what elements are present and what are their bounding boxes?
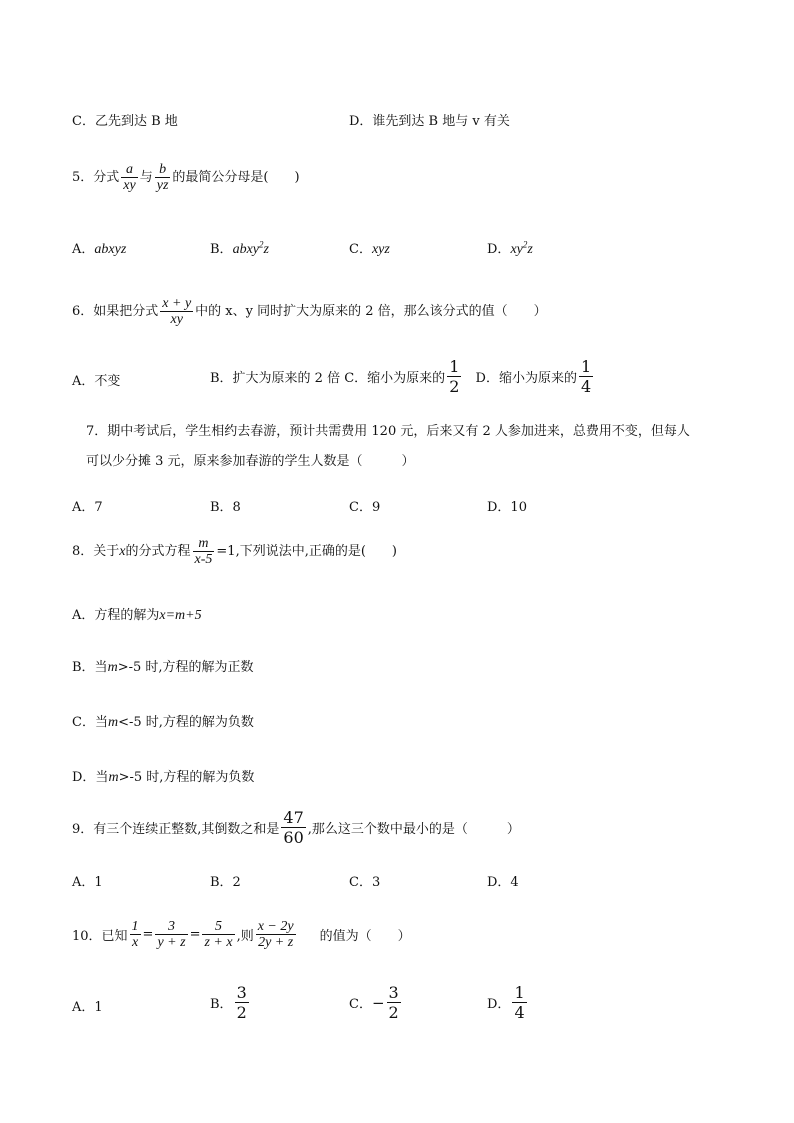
q5-f2-num: b <box>155 162 171 178</box>
q5-option-a <box>72 238 126 258</box>
q5-fraction-2 <box>155 162 171 193</box>
q8-prefix: 8．关于 <box>72 544 120 559</box>
q8-suffix: =1,下列说法中,正确的是( ) <box>216 544 397 559</box>
q10-eq-2: = <box>189 927 201 942</box>
q8-c-text: <-5 时,方程的解为负数 <box>118 715 254 730</box>
q8-var: x <box>119 544 126 559</box>
q5-fraction-1 <box>121 162 137 193</box>
q10-suffix: 的值为（ ） <box>319 929 411 944</box>
q8-a-label: A．方程的解为 <box>72 608 160 623</box>
q5-b-sup: 2 <box>259 239 264 250</box>
q6-c-fraction <box>447 357 461 396</box>
q7-option-d: D．10 <box>487 500 527 515</box>
q10-option-a: A．1 <box>72 1000 103 1015</box>
q8-d-text: >-5 时,方程的解为负数 <box>118 770 255 785</box>
q6-f-den: xy <box>170 312 183 327</box>
q8-c-var: m <box>107 715 119 730</box>
q9-suffix: ,那么这三个数中最小的是（ ） <box>307 822 520 837</box>
q8-d-var: m <box>108 770 119 785</box>
q10-prefix: 10．已知 <box>72 929 128 944</box>
q7-line-2: 可以少分摊 3 元，原来参加春游的学生人数是（ ） <box>86 454 415 469</box>
q9-f-num: 47 <box>283 808 304 827</box>
q10-f4-den: 2y + z <box>258 935 294 950</box>
q6-f-num: x + y <box>162 296 192 311</box>
q10-option-b <box>210 983 251 1022</box>
q8-b-var: m <box>107 660 118 675</box>
q7-option-a: A．7 <box>72 500 103 515</box>
q10-c-fraction <box>387 983 401 1022</box>
q5-stem <box>72 162 300 193</box>
q10-b-fraction <box>235 983 249 1022</box>
q5-b-value: abxy <box>232 242 259 257</box>
q6-d-fraction <box>579 357 593 396</box>
q6-prefix: 6．如果把分式 <box>72 304 159 319</box>
q10-f2-den: y + z <box>157 935 186 950</box>
q7-option-c: C．9 <box>349 500 381 515</box>
q5-a-label: A． <box>72 242 95 257</box>
q8-b-label: B．当 <box>72 660 108 675</box>
q10-d-den: 4 <box>514 1003 525 1022</box>
q8-option-c <box>72 711 254 731</box>
q6-d-den: 4 <box>580 377 592 396</box>
q10-option-c <box>349 983 403 1022</box>
q10-d-fraction <box>512 983 526 1022</box>
q9-option-d: D．4 <box>487 875 519 890</box>
q10-fraction-4 <box>256 919 296 950</box>
q10-b-num: 3 <box>236 983 247 1002</box>
q5-option-d <box>487 238 533 258</box>
q5-d-sup: 2 <box>522 239 528 250</box>
q7-option-b: B．8 <box>210 500 241 515</box>
q5-c-value: xyz <box>371 242 390 257</box>
q6-stem <box>72 296 547 327</box>
q9-option-c: C．3 <box>349 875 381 890</box>
q10-d-num: 1 <box>514 983 525 1002</box>
q6-c-den: 2 <box>449 377 460 396</box>
q5-d-label: D． <box>487 242 511 257</box>
q6-fraction <box>160 296 193 327</box>
q8-b-text: >-5 时,方程的解为正数 <box>117 660 254 675</box>
q10-eq-1: = <box>142 927 154 942</box>
q10-fraction-3 <box>202 919 234 950</box>
q10-b-den: 2 <box>236 1003 247 1022</box>
q6-option-d: D．缩小为原来的 <box>475 371 577 386</box>
q8-f-den: x-5 <box>194 552 213 567</box>
q8-option-b <box>72 656 254 676</box>
q7-line-1: 7．期中考试后，学生相约去春游，预计共需费用 120 元，后来又有 2 人参加进来，总费用不变，但每人 <box>86 424 690 439</box>
q10-c-sign: − <box>371 993 385 1012</box>
q6-option-b: B．扩大为原来的 2 倍 <box>210 371 341 386</box>
q8-option-d <box>72 766 254 786</box>
q6-c-num: 1 <box>449 357 460 376</box>
q10-b-label: B． <box>210 997 233 1012</box>
q4-option-c: C．乙先到达 B 地 <box>72 114 178 129</box>
q6-option-a: A．不变 <box>72 374 121 389</box>
q10-stem <box>72 919 411 950</box>
q10-c-label: C． <box>349 997 372 1012</box>
q8-d-label: D．当 <box>72 770 109 785</box>
q5-f1-num: a <box>121 162 137 178</box>
q9-prefix: 9．有三个连续正整数,其倒数之和是 <box>72 822 280 837</box>
q10-fraction-1 <box>130 919 141 950</box>
q10-option-d <box>487 983 529 1022</box>
q10-f1-num: 1 <box>131 919 139 934</box>
q5-d-value: xy <box>510 242 523 257</box>
q10-f3-den: z + x <box>204 935 233 950</box>
q5-a-value: abxyz <box>94 242 127 257</box>
q6-suffix: 中的 x、y 同时扩大为原来的 2 倍，那么该分式的值（ ） <box>195 304 547 319</box>
q9-fraction <box>281 808 305 847</box>
q8-a-eq: x=m+5 <box>159 608 202 623</box>
q6-option-c: C．缩小为原来的 <box>344 371 446 386</box>
q8-stem <box>72 536 397 567</box>
q5-c-label: C． <box>349 242 372 257</box>
q4-option-d: D．谁先到达 B 地与 v 有关 <box>349 114 510 129</box>
q10-f1-den: x <box>131 935 139 950</box>
q5-prefix: 5．分式 <box>72 170 120 185</box>
q10-mid: ,则 <box>236 929 254 944</box>
q6-options-bcd <box>210 357 595 396</box>
q5-option-b <box>210 238 269 258</box>
q6-d-num: 1 <box>580 357 592 376</box>
q10-d-label: D． <box>487 997 511 1012</box>
q8-text: 的分式方程 <box>125 544 191 559</box>
q8-f-num: m <box>193 536 215 552</box>
q9-option-a: A．1 <box>72 875 103 890</box>
q5-f2-den: yz <box>156 178 169 193</box>
q8-c-label: C．当 <box>72 715 108 730</box>
q8-fraction <box>193 536 215 567</box>
q5-mid: 与 <box>139 170 153 185</box>
q5-f1-den: xy <box>123 178 136 193</box>
q5-suffix: 的最简公分母是( ) <box>172 170 300 185</box>
q5-b-tail: z <box>263 242 269 257</box>
q10-c-den: 2 <box>388 1003 399 1022</box>
q8-option-a <box>72 604 202 624</box>
q10-c-num: 3 <box>388 983 399 1002</box>
q5-d-tail: z <box>527 242 533 257</box>
q10-f4-num: x − 2y <box>257 919 294 934</box>
q5-b-label: B． <box>210 242 233 257</box>
q9-stem <box>72 808 520 847</box>
q9-option-b: B．2 <box>210 875 241 890</box>
q10-fraction-2 <box>155 919 187 950</box>
q9-f-den: 60 <box>283 828 304 847</box>
q5-option-c <box>349 238 390 258</box>
q10-f2-num: 3 <box>155 919 187 935</box>
q10-f3-num: 5 <box>202 919 234 935</box>
